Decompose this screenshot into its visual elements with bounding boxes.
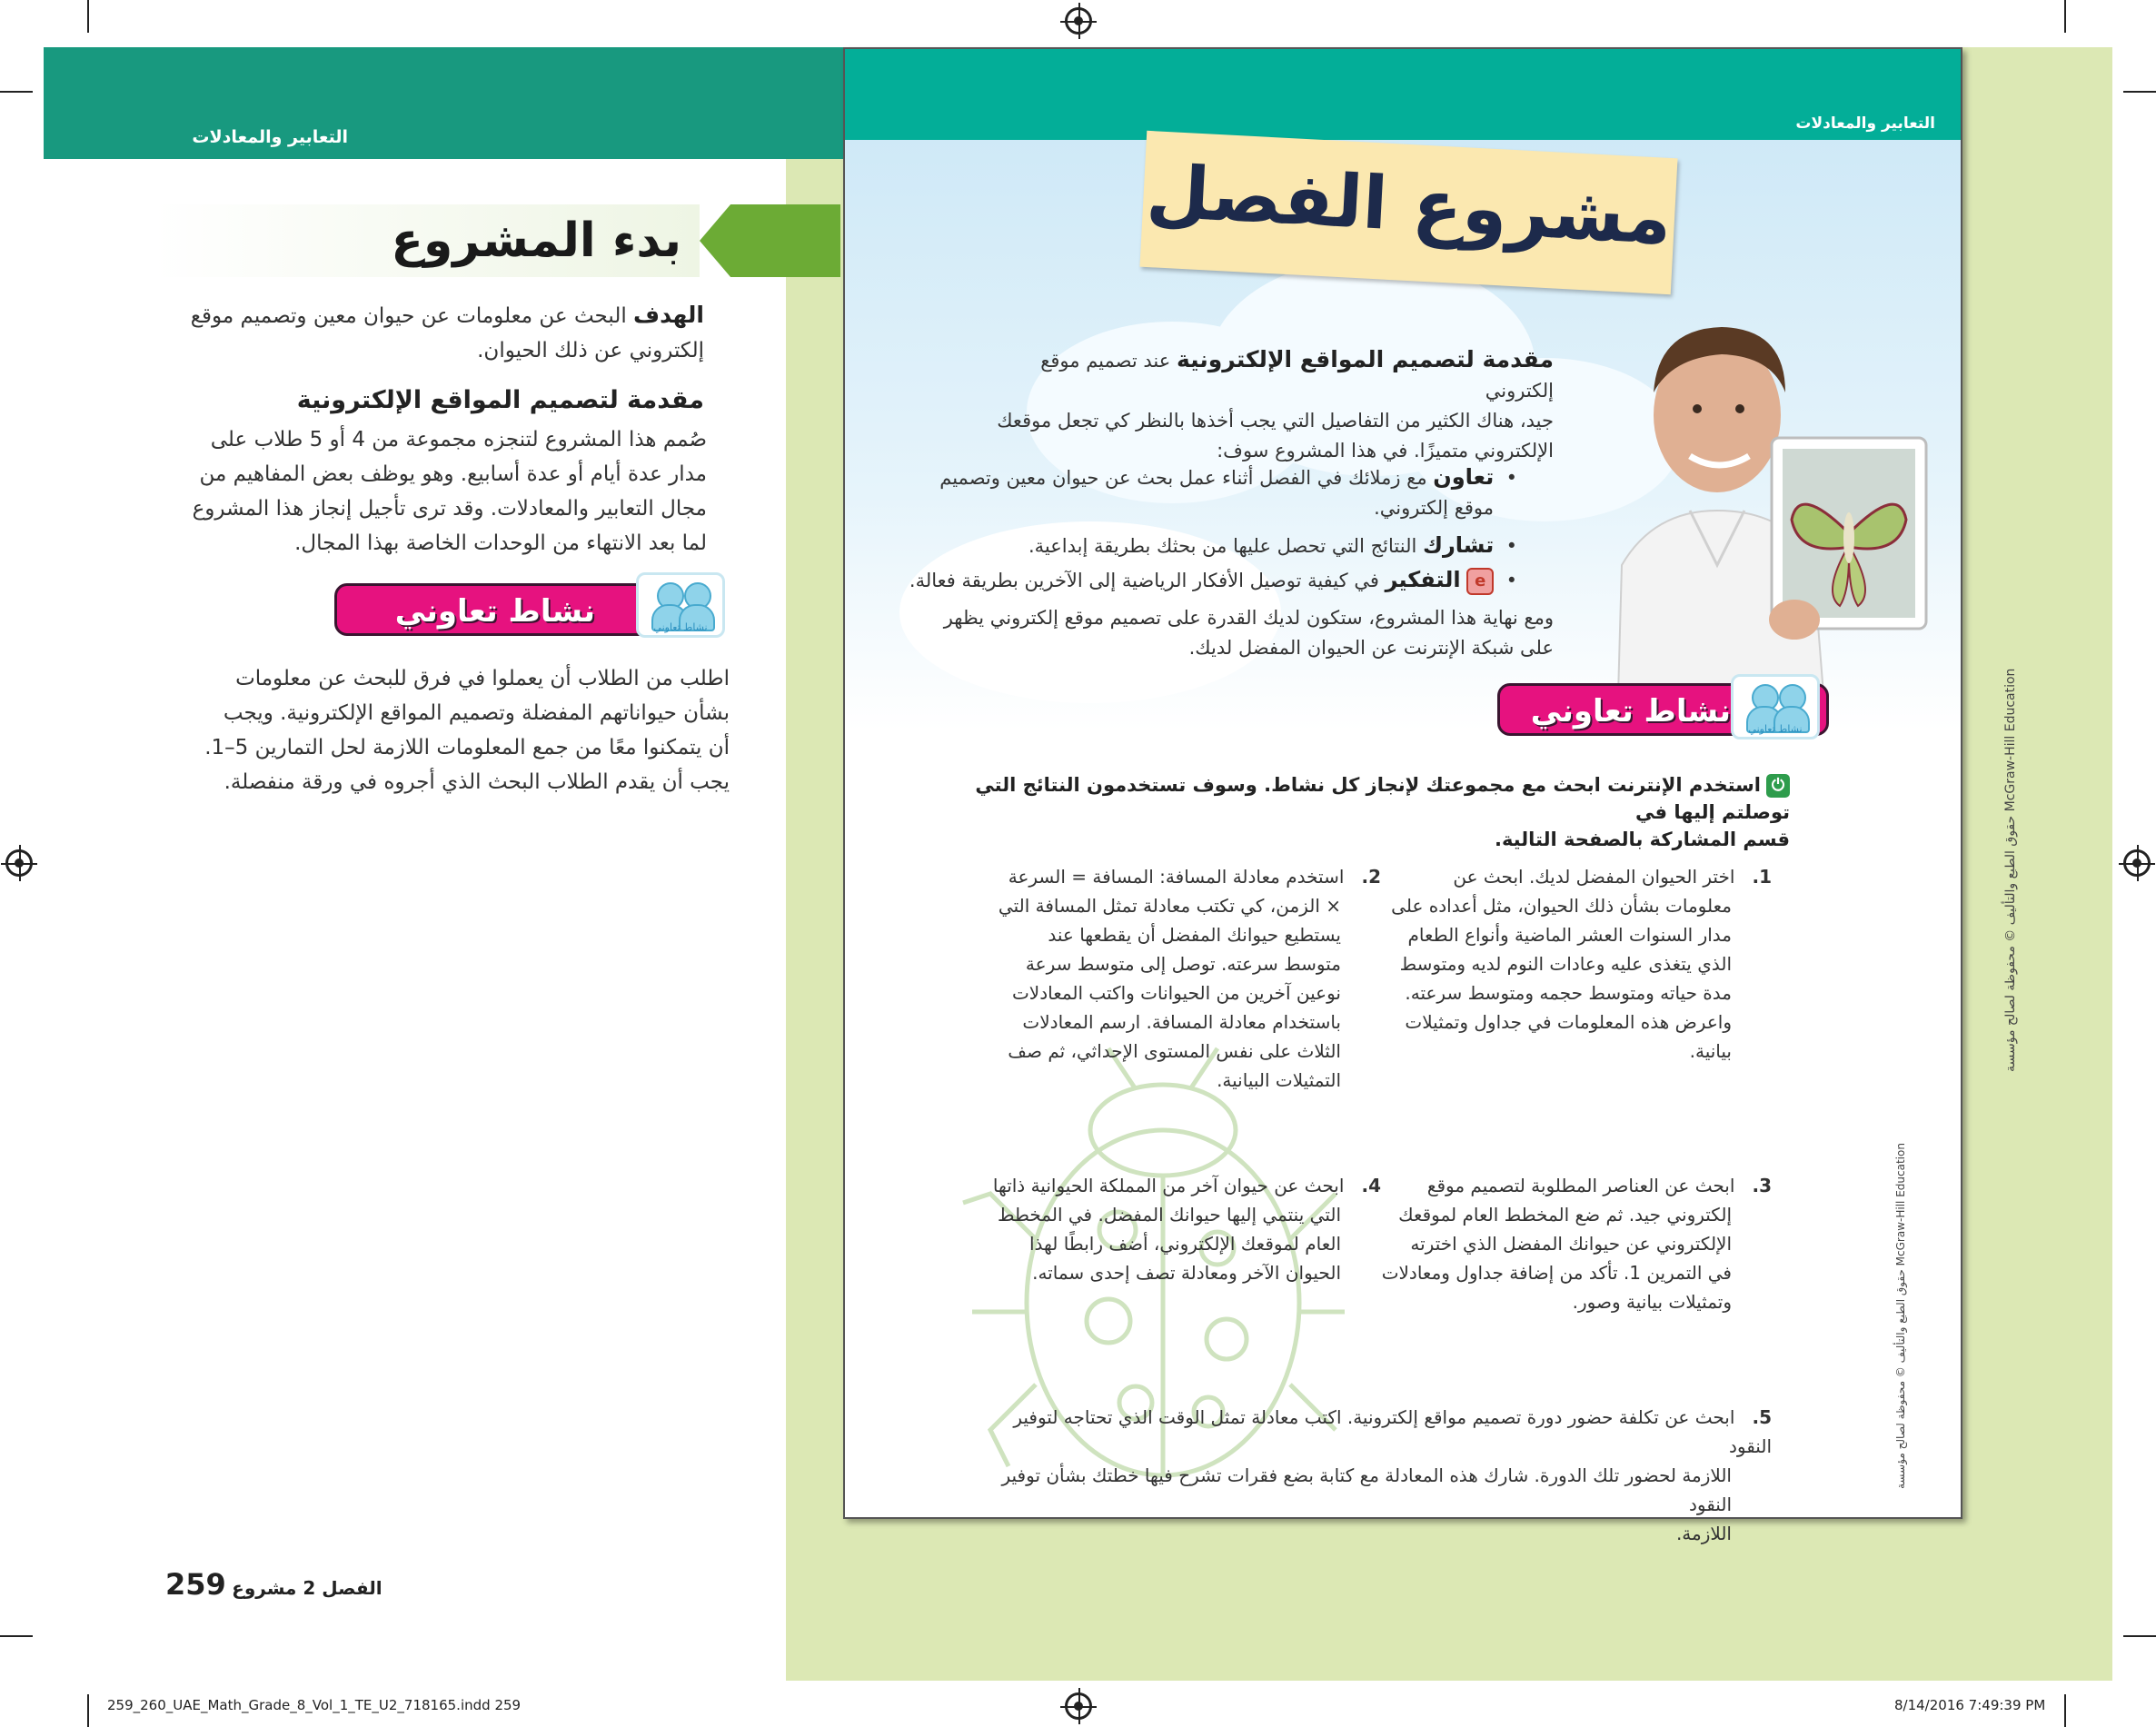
text-line: ومع نهاية هذا المشروع، ستكون لديك القدرة على تصميم موقع إلكتروني يظهر [943, 607, 1554, 629]
text-line: استخدم معادلة المسافة: المسافة = السرعة [1008, 866, 1345, 888]
crop-mark [2064, 0, 2066, 33]
registration-mark [1065, 1692, 1092, 1720]
text-line: العام لموقعك الإلكتروني، أضف رابطًا لهذا [1028, 1233, 1341, 1255]
text-line: مدار عدة أيام أو عدة أسابيع. وهو يوظف بعض المفاهيم من [199, 462, 707, 486]
problem-3 [1354, 1171, 1772, 1316]
crop-mark [2123, 91, 2156, 93]
text-line: يجب أن يقدم الطلاب البحث الذي أجروه في ورقة منفصلة. [224, 770, 730, 794]
text-line: واعرض هذه المعلومات في جداول وتمثيلات [1405, 1011, 1732, 1033]
instruction [972, 771, 1790, 853]
collab-people-icon [1731, 674, 1820, 739]
problem-number: 2. [1361, 866, 1381, 888]
text-line: بشأن حيواناتهم المفضلة وتصميم المواقع الإلكترونية. ويجب [223, 701, 730, 725]
text-line: قسم المشاركة بالصفحة التالية. [1494, 829, 1790, 850]
goal-label: الهدف [633, 302, 704, 328]
text-line: التمثيلات البيانية. [1217, 1069, 1341, 1091]
text-line: الإلكتروني متميزًا. في هذا المشروع سوف: [1217, 440, 1554, 462]
text-line: في التمرين 1. تأكد من إضافة جداول ومعادلات [1381, 1262, 1732, 1284]
intro-heading: مقدمة لتصميم المواقع الإلكترونية [1176, 346, 1554, 372]
student-intro [972, 344, 1554, 466]
text-line: بيانية. [1689, 1040, 1732, 1062]
boy-holding-tablet-image [1554, 293, 1935, 729]
slug-date: 8/14/2016 7:49:39 PM [1894, 1697, 2046, 1713]
teacher-intro-paragraph [180, 422, 707, 561]
text-line: اختر الحيوان المفضل لديك. ابحث عن [1453, 866, 1735, 888]
bullet-text: النتائج التي تحصل عليها من بحثك بطريقة إبداعية. [1028, 535, 1417, 557]
text-line: إلكتروني جيد. ثم ضع المخطط العام لموقعك [1398, 1204, 1732, 1226]
registration-mark [1065, 7, 1092, 35]
text-line: معلومات بشأن ذلك الحيوان، مثل أعداده على [1391, 895, 1732, 917]
text-line: جيد، هناك الكثير من التفاصيل التي يجب أخذها بالنظر كي تجعل موقعك [997, 410, 1554, 432]
bullet-text: مع زملائك في الفصل أثناء عمل بحث عن حيوان معين وتصميم [939, 467, 1427, 489]
student-closing [863, 603, 1554, 663]
teacher-intro-heading: مقدمة لتصميم المواقع الإلكترونية [296, 386, 704, 414]
start-project-banner [154, 204, 840, 277]
text-line: التي ينتمي إليها حيوانك المفضل. في المخطط [998, 1204, 1341, 1226]
page-number: 259 [165, 1567, 226, 1602]
text-line: أن يتمكنوا معًا من جمع المعلومات اللازمة لحل التمارين 5–1. [204, 736, 730, 759]
chapter-label: التعابير والمعادلات [1795, 114, 1935, 133]
goal-text: البحث عن معلومات عن حيوان معين وتصميم موقع إلكتروني عن ذلك الحيوان. [190, 304, 704, 362]
page-title: مشروع الفصل [1144, 148, 1674, 262]
text-line: × الزمن، كي تكتب معادلة تمثل المسافة التي [998, 895, 1341, 917]
text-line: ابحث عن حيوان آخر من المملكة الحيوانية ذاتها [992, 1175, 1345, 1196]
problem-number: 3. [1752, 1175, 1772, 1196]
registration-mark [5, 849, 33, 877]
text-line: وتمثيلات بيانية وصور. [1572, 1291, 1732, 1313]
bullet-continuation: موقع إلكتروني. [1374, 497, 1494, 519]
bullet-collaborate: • تعاون مع زملائك في الفصل أثناء عمل بحث عن حيوان معين وتصميم موقع إلكتروني. [881, 462, 1517, 523]
bullet-label: تشارك [1422, 532, 1495, 558]
text-line: على شبكة الإنترنت عن الحيوان المفضل لديك. [1188, 637, 1554, 659]
bullet-label: التفكير [1385, 567, 1461, 592]
chapter-band [44, 47, 843, 159]
icon-caption: نشاط تعاوني [653, 621, 708, 633]
text-line: ابحث عن العناصر المطلوبة لتصميم موقع [1426, 1175, 1735, 1196]
intro-lead: عند تصميم موقع إلكتروني [1040, 350, 1554, 402]
text-line: الذي يتغذى عليه وعادات النوم لديه ومتوسط [1399, 953, 1732, 975]
student-page [843, 47, 1962, 1544]
bullet-label: تعاون [1433, 464, 1495, 490]
problem-2 [981, 862, 1381, 1095]
text-line: صُمم هذا المشروع لتنجزه مجموعة من 4 أو 5 طلاب على [210, 428, 707, 452]
collab-people-icon [636, 572, 725, 638]
crop-mark [2123, 1635, 2156, 1637]
outer-copyright: حقوق الطبع والتأليف © محفوظة لصالح مؤسسة McGraw-Hill Education [2003, 668, 2018, 1072]
bullet-share: • تشارك النتائج التي تحصل عليها من بحثك بطريقة إبداعية. [1028, 532, 1517, 558]
chapter-band-title: التعابير والمعادلات [192, 127, 348, 147]
text-line: يستطيع حيوانك المفضل أن يقطعها عند [1048, 924, 1341, 946]
teacher-collab-paragraph [180, 661, 730, 799]
text-line: ابحث عن تكلفة حضور دورة تصميم مواقع إلكترونية. اكتب معادلة تمثل الوقت الذي تحتاجه لتوفير النقود [1013, 1406, 1772, 1457]
registration-mark [2123, 849, 2151, 877]
bullet-think: • e التفكير في كيفية توصيل الأفكار الرياضية إلى الآخرين بطريقة فعالة. [881, 565, 1517, 596]
collab-label: نشاط تعاوني [1530, 693, 1731, 730]
problem-number: 4. [1361, 1175, 1381, 1196]
text-line: مدار السنوات العشر الماضية وأنواع الطعام [1407, 924, 1732, 946]
text-line: اللازمة لحضور تلك الدورة. شارك هذه المعادلة مع كتابة بضع فقرات تشرح فيها خطتك بشأن توفير النقود [1001, 1464, 1732, 1515]
page-footer [153, 1567, 383, 1602]
slug-file: 259_260_UAE_Math_Grade_8_Vol_1_TE_U2_718165.indd 259 [107, 1697, 522, 1713]
text-line: استخدم الإنترنت ابحث مع مجموعتك لإنجاز كل نشاط. وسوف تستخدمون النتائج التي توصلتم إليها في [975, 774, 1790, 823]
crop-mark [2064, 1694, 2066, 1727]
teal-header [845, 49, 1961, 140]
crop-mark [87, 0, 89, 33]
crop-mark [87, 1694, 89, 1727]
text-line: اللازمة. [1675, 1523, 1732, 1544]
text-line: الحيوان الآخر ومعادلة تصف إحدى سماته. [1032, 1262, 1341, 1284]
text-line: الثلاث على نفس المستوى الإحداثي، ثم صف [1008, 1040, 1341, 1062]
problem-4 [981, 1171, 1381, 1287]
e-icon: e [1466, 568, 1494, 595]
title-tape [1139, 131, 1677, 294]
goal-paragraph [186, 298, 704, 368]
crop-mark [0, 91, 33, 93]
text-line: اطلب من الطلاب أن يعملوا في فرق للبحث عن معلومات [235, 667, 730, 690]
text-line: الإلكتروني عن حيوانك المفضل الذي اخترته [1410, 1233, 1732, 1255]
text-line: باستخدام معادلة المسافة. ارسم المعادلات [1022, 1011, 1341, 1033]
text-line: مدة حياته ومتوسط حجمه ومتوسط سرعته. [1405, 982, 1732, 1004]
collab-label: نشاط تعاوني [394, 593, 595, 630]
text-line: مجال التعابير والمعادلات. وقد ترى تأجيل إنجاز هذا المشروع [192, 497, 707, 521]
problem-number: 1. [1752, 866, 1772, 888]
problem-5 [981, 1403, 1772, 1548]
text-line: متوسط سرعته. توصل إلى متوسط سرعة [1025, 953, 1341, 975]
problem-number: 5. [1752, 1406, 1772, 1428]
power-icon: ⏻ [1766, 774, 1790, 798]
footer-chapter: الفصل 2 مشروع [232, 1577, 383, 1599]
text-line: نوعين آخرين من الحيوانات واكتب المعادلات [1011, 982, 1341, 1004]
icon-caption: نشاط تعاوني [1748, 723, 1803, 735]
banner-title: بدء المشروع [391, 213, 681, 268]
inner-copyright: حقوق الطبع والتأليف © محفوظة لصالح مؤسسة McGraw-Hill Education [1894, 1143, 1907, 1489]
text-line: لما بعد الانتهاء من الوحدات الخاصة بهذا المجال. [294, 531, 707, 555]
crop-mark [0, 1635, 33, 1637]
problem-1 [1354, 862, 1772, 1066]
bullet-text: في كيفية توصيل الأفكار الرياضية إلى الآخرين بطريقة فعالة. [909, 570, 1379, 591]
